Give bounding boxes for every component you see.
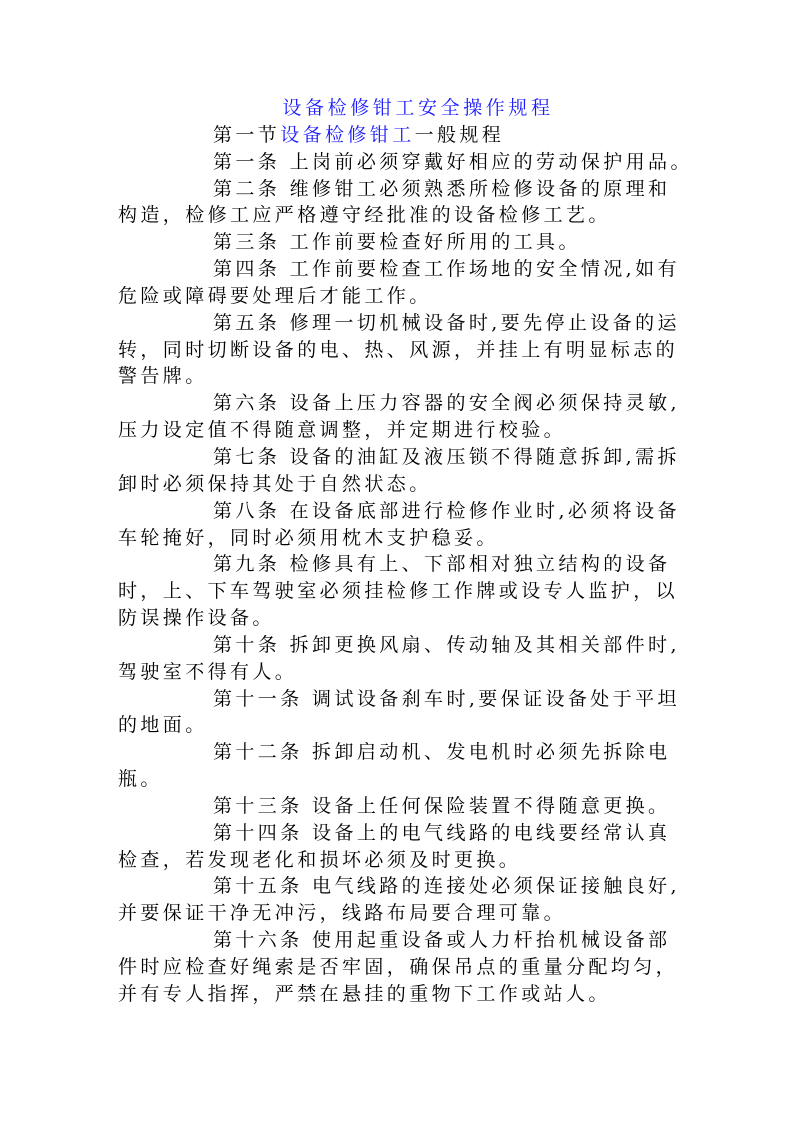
section-link[interactable]: 设备检修钳工: [280, 123, 415, 146]
article-line: 第十四条 设备上的电气线路的电线要经常认真: [213, 821, 671, 844]
article-line: 并要保证干净无冲污，线路布局要合理可靠。: [118, 902, 567, 925]
document-title: 设备检修钳工安全操作规程: [282, 97, 554, 119]
article-paragraph: [118, 820, 678, 874]
article-paragraph: [118, 551, 678, 632]
article-line: 构造，检修工应严格遵守经批准的设备检修工艺。: [118, 204, 611, 227]
article-paragraph: [118, 256, 678, 310]
article-line: 第十条 拆卸更换风扇、传动轴及其相关部件时,: [213, 633, 680, 656]
article-paragraph: [118, 686, 678, 740]
article-line: 第二条 维修钳工必须熟悉所检修设备的原理和: [213, 177, 671, 200]
article-paragraph: [118, 310, 678, 391]
article-line: 第十二条 拆卸启动机、发电机时必须先拆除电: [213, 741, 671, 764]
article-paragraph: [118, 632, 678, 686]
article-line: 检查，若发现老化和损坏必须及时更换。: [118, 848, 522, 871]
document-body: [118, 95, 693, 1008]
article-line: 并有专人指挥，严禁在悬挂的重物下工作或站人。: [118, 982, 611, 1005]
article-line: 防误操作设备。: [118, 607, 275, 630]
article-line: 第七条 设备的油缸及液压锁不得随意拆卸,需拆: [213, 445, 680, 468]
article-line: 车轮掩好，同时必须用枕木支护稳妥。: [118, 526, 499, 549]
article-line: 第四条 工作前要检查工作场地的安全情况,如有: [213, 258, 680, 281]
article-line: 警告牌。: [118, 365, 208, 388]
article-paragraph: [118, 739, 678, 793]
article-line: 的地面。: [118, 714, 208, 737]
article-paragraph: [118, 498, 678, 552]
article-line: 第一条 上岗前必须穿戴好相应的劳动保护用品。: [213, 150, 693, 173]
articles-list: [118, 149, 693, 1008]
section-heading: [118, 122, 678, 149]
section-suffix: 一般规程: [414, 123, 505, 146]
article-line: 第十三条 设备上任何保险装置不得随意更换。: [213, 794, 671, 817]
article-line: 压力设定值不得随意调整，并定期进行校验。: [118, 419, 567, 442]
article-line: 第十五条 电气线路的连接处必须保证接触良好,: [213, 875, 680, 898]
article-line: 卸时必须保持其处于自然状态。: [118, 472, 432, 495]
article-line: 第三条 工作前要检查好所用的工具。: [213, 231, 581, 254]
article-line: 驾驶室不得有人。: [118, 660, 298, 683]
article-paragraph: [118, 444, 678, 498]
article-line: 件时应检查好绳索是否牢固，确保吊点的重量分配均匀，: [118, 956, 679, 978]
article-line: 第九条 检修具有上、下部相对独立结构的设备: [213, 553, 671, 576]
article-line: 第十六条 使用起重设备或人力杆抬机械设备部: [213, 929, 671, 952]
article-line: 转，同时切断设备的电、热、风源，并挂上有明显标志的: [118, 338, 679, 361]
article-line: 第五条 修理一切机械设备时,要先停止设备的运: [213, 311, 680, 334]
article-paragraph: [118, 873, 678, 927]
article-line: 第八条 在设备底部进行检修作业时,必须将设备: [213, 499, 680, 522]
article-line: 时，上、下车驾驶室必须挂检修工作牌或设专人监护，以: [118, 580, 679, 603]
section-prefix: 第一节: [213, 123, 281, 146]
article-line: 瓶。: [118, 768, 163, 791]
article-paragraph: [118, 793, 678, 820]
article-line: 第六条 设备上压力容器的安全阀必须保持灵敏,: [213, 392, 680, 415]
article-paragraph: [118, 149, 693, 176]
article-line: 危险或障碍要处理后才能工作。: [118, 284, 432, 307]
article-paragraph: [118, 176, 678, 230]
article-paragraph: [118, 390, 678, 444]
article-paragraph: [118, 927, 678, 1008]
article-line: 第十一条 调试设备刹车时,要保证设备处于平坦: [213, 687, 680, 710]
article-paragraph: [118, 229, 678, 256]
